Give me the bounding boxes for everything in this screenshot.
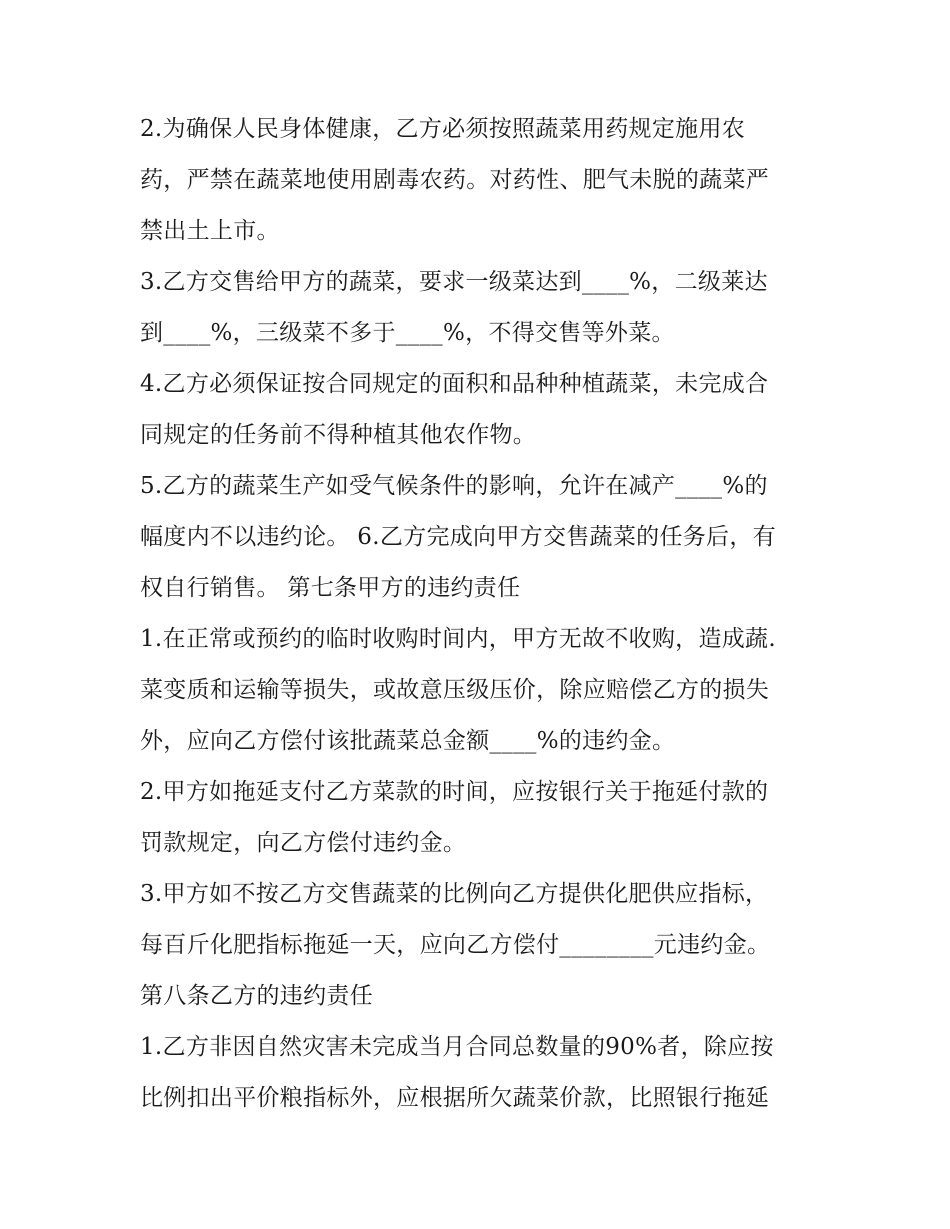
text-line: 同规定的任务前不得种植其他农作物。: [140, 422, 537, 448]
text-line: 外，应向乙方偿付该批蔬菜总金额____%的违约金。: [140, 728, 676, 754]
text-line: 幅度内不以违约论。 6.乙方完成向甲方交售蔬菜的任务后，有: [140, 524, 776, 550]
text-line: 每百斤化肥指标拖延一天，应向乙方偿付________元违约金。: [140, 932, 771, 958]
text-line: 2.甲方如拖延支付乙方菜款的时间，应按银行关于拖延付款的: [140, 779, 769, 805]
contract-text: [140, 104, 820, 1124]
text-line: 药，严禁在蔬菜地使用剧毒农药。对药性、肥气未脱的蔬菜严: [140, 167, 770, 193]
text-line: 4.乙方必须保证按合同规定的面积和品种种植蔬菜，未完成合: [140, 371, 769, 397]
text-line: 5.乙方的蔬菜生产如受气候条件的影响，允许在减产____%的: [140, 473, 768, 499]
text-line: 3.甲方如不按乙方交售蔬菜的比例向乙方提供化肥供应指标，: [140, 881, 769, 907]
text-line: 菜变质和运输等损失，或故意压级压价，除应赔偿乙方的损失: [140, 677, 770, 703]
text-line: 权自行销售。 第七条甲方的违约责任: [140, 575, 521, 601]
text-line: 1.在正常或预约的临时收购时间内，甲方无故不收购，造成蔬.: [140, 626, 776, 652]
text-line: 1.乙方非因自然灾害未完成当月合同总数量的90%者，除应按: [140, 1034, 774, 1060]
text-line: 罚款规定，向乙方偿付违约金。: [140, 830, 467, 856]
text-line: 3.乙方交售给甲方的蔬菜，要求一级菜达到____%，二级莱达: [140, 269, 768, 295]
text-line: 2.为确保人民身体健康，乙方必须按照蔬菜用药规定施用农: [140, 116, 746, 142]
text-line: 禁出土上市。: [140, 218, 280, 244]
text-line: 到____%，三级菜不多于____%，不得交售等外菜。: [140, 320, 675, 346]
text-line: 比例扣出平价粮指标外，应根据所欠蔬菜价款，比照银行拖延: [140, 1085, 770, 1111]
text-line: 第八条乙方的违约责任: [140, 983, 373, 1009]
